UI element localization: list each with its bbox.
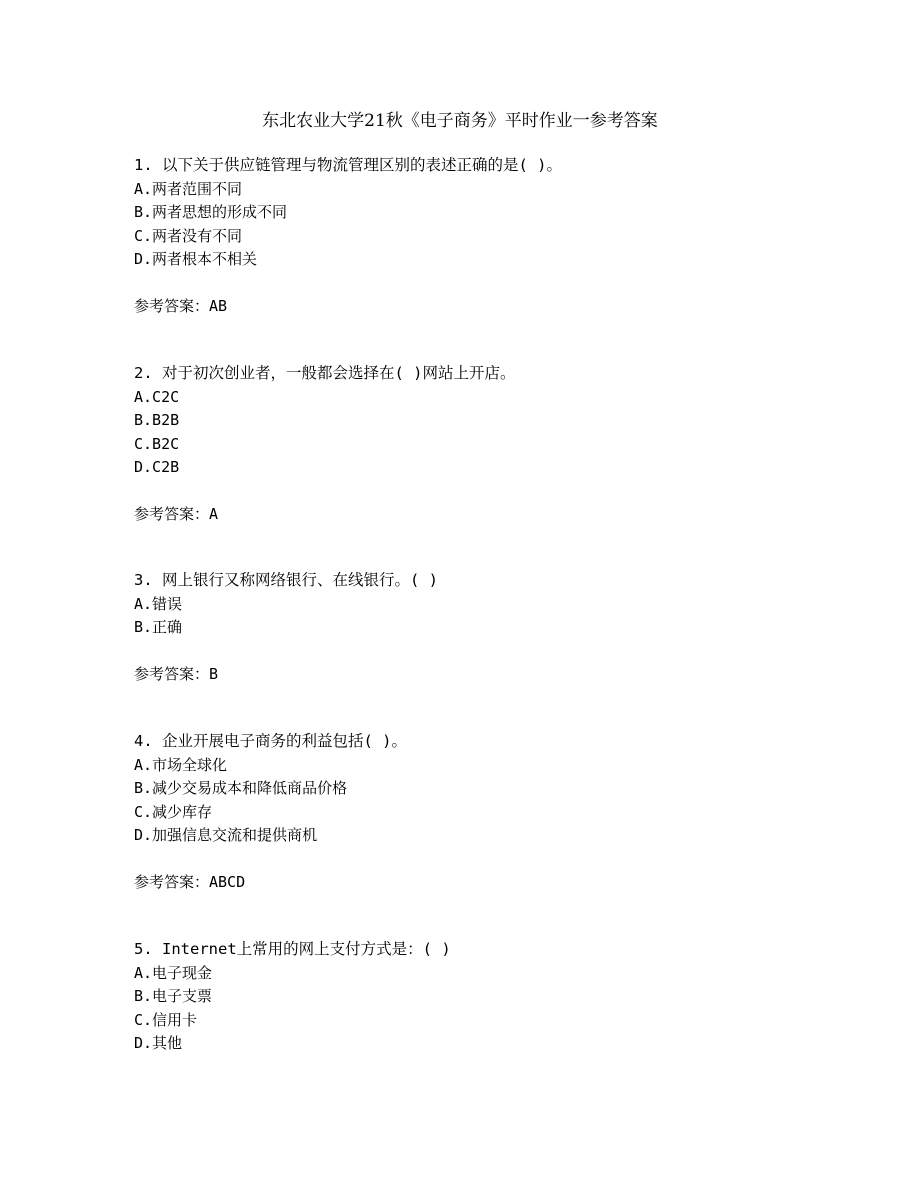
question-stem: 1. 以下关于供应链管理与物流管理区别的表述正确的是( )。 [134, 156, 562, 174]
question-option: C.信用卡 [134, 1010, 198, 1029]
question-option: C.B2C [134, 434, 180, 453]
question-option: B.B2B [134, 411, 180, 429]
question-option: D.加强信息交流和提供商机 [134, 826, 318, 844]
question-1 [134, 154, 834, 318]
question-option: C.减少库存 [134, 802, 213, 821]
question-option: D.C2B [134, 458, 180, 476]
question-option: A.C2C [134, 387, 180, 406]
question-2 [134, 362, 834, 526]
question-stem: 5. Internet上常用的网上支付方式是：( ) [134, 940, 451, 958]
reference-answer: 参考答案：A [134, 504, 219, 523]
question-option: A.市场全球化 [134, 755, 228, 774]
question-option: C.两者没有不同 [134, 226, 243, 245]
question-option: A.错误 [134, 594, 183, 613]
reference-answer: 参考答案：B [134, 664, 219, 683]
question-option: D.其他 [134, 1034, 183, 1052]
question-option: B.两者思想的形成不同 [134, 203, 288, 221]
document-title: 东北农业大学21秋《电子商务》平时作业一参考答案 [262, 111, 658, 131]
question-option: B.电子支票 [134, 987, 213, 1005]
question-option: B.减少交易成本和降低商品价格 [134, 779, 348, 797]
question-5 [134, 938, 834, 1056]
question-option: A.电子现金 [134, 963, 213, 982]
question-stem: 4. 企业开展电子商务的利益包括( )。 [134, 732, 407, 750]
question-stem: 2. 对于初次创业者，一般都会选择在( )网站上开店。 [134, 364, 516, 382]
question-stem: 3. 网上银行又称网络银行、在线银行。( ) [134, 571, 438, 589]
reference-answer: 参考答案：ABCD [134, 872, 246, 891]
question-3 [134, 569, 834, 686]
question-option: D.两者根本不相关 [134, 250, 258, 268]
reference-answer: 参考答案：AB [134, 296, 228, 315]
question-option: B.正确 [134, 618, 183, 636]
question-option: A.两者范围不同 [134, 179, 243, 198]
question-4 [134, 730, 834, 894]
